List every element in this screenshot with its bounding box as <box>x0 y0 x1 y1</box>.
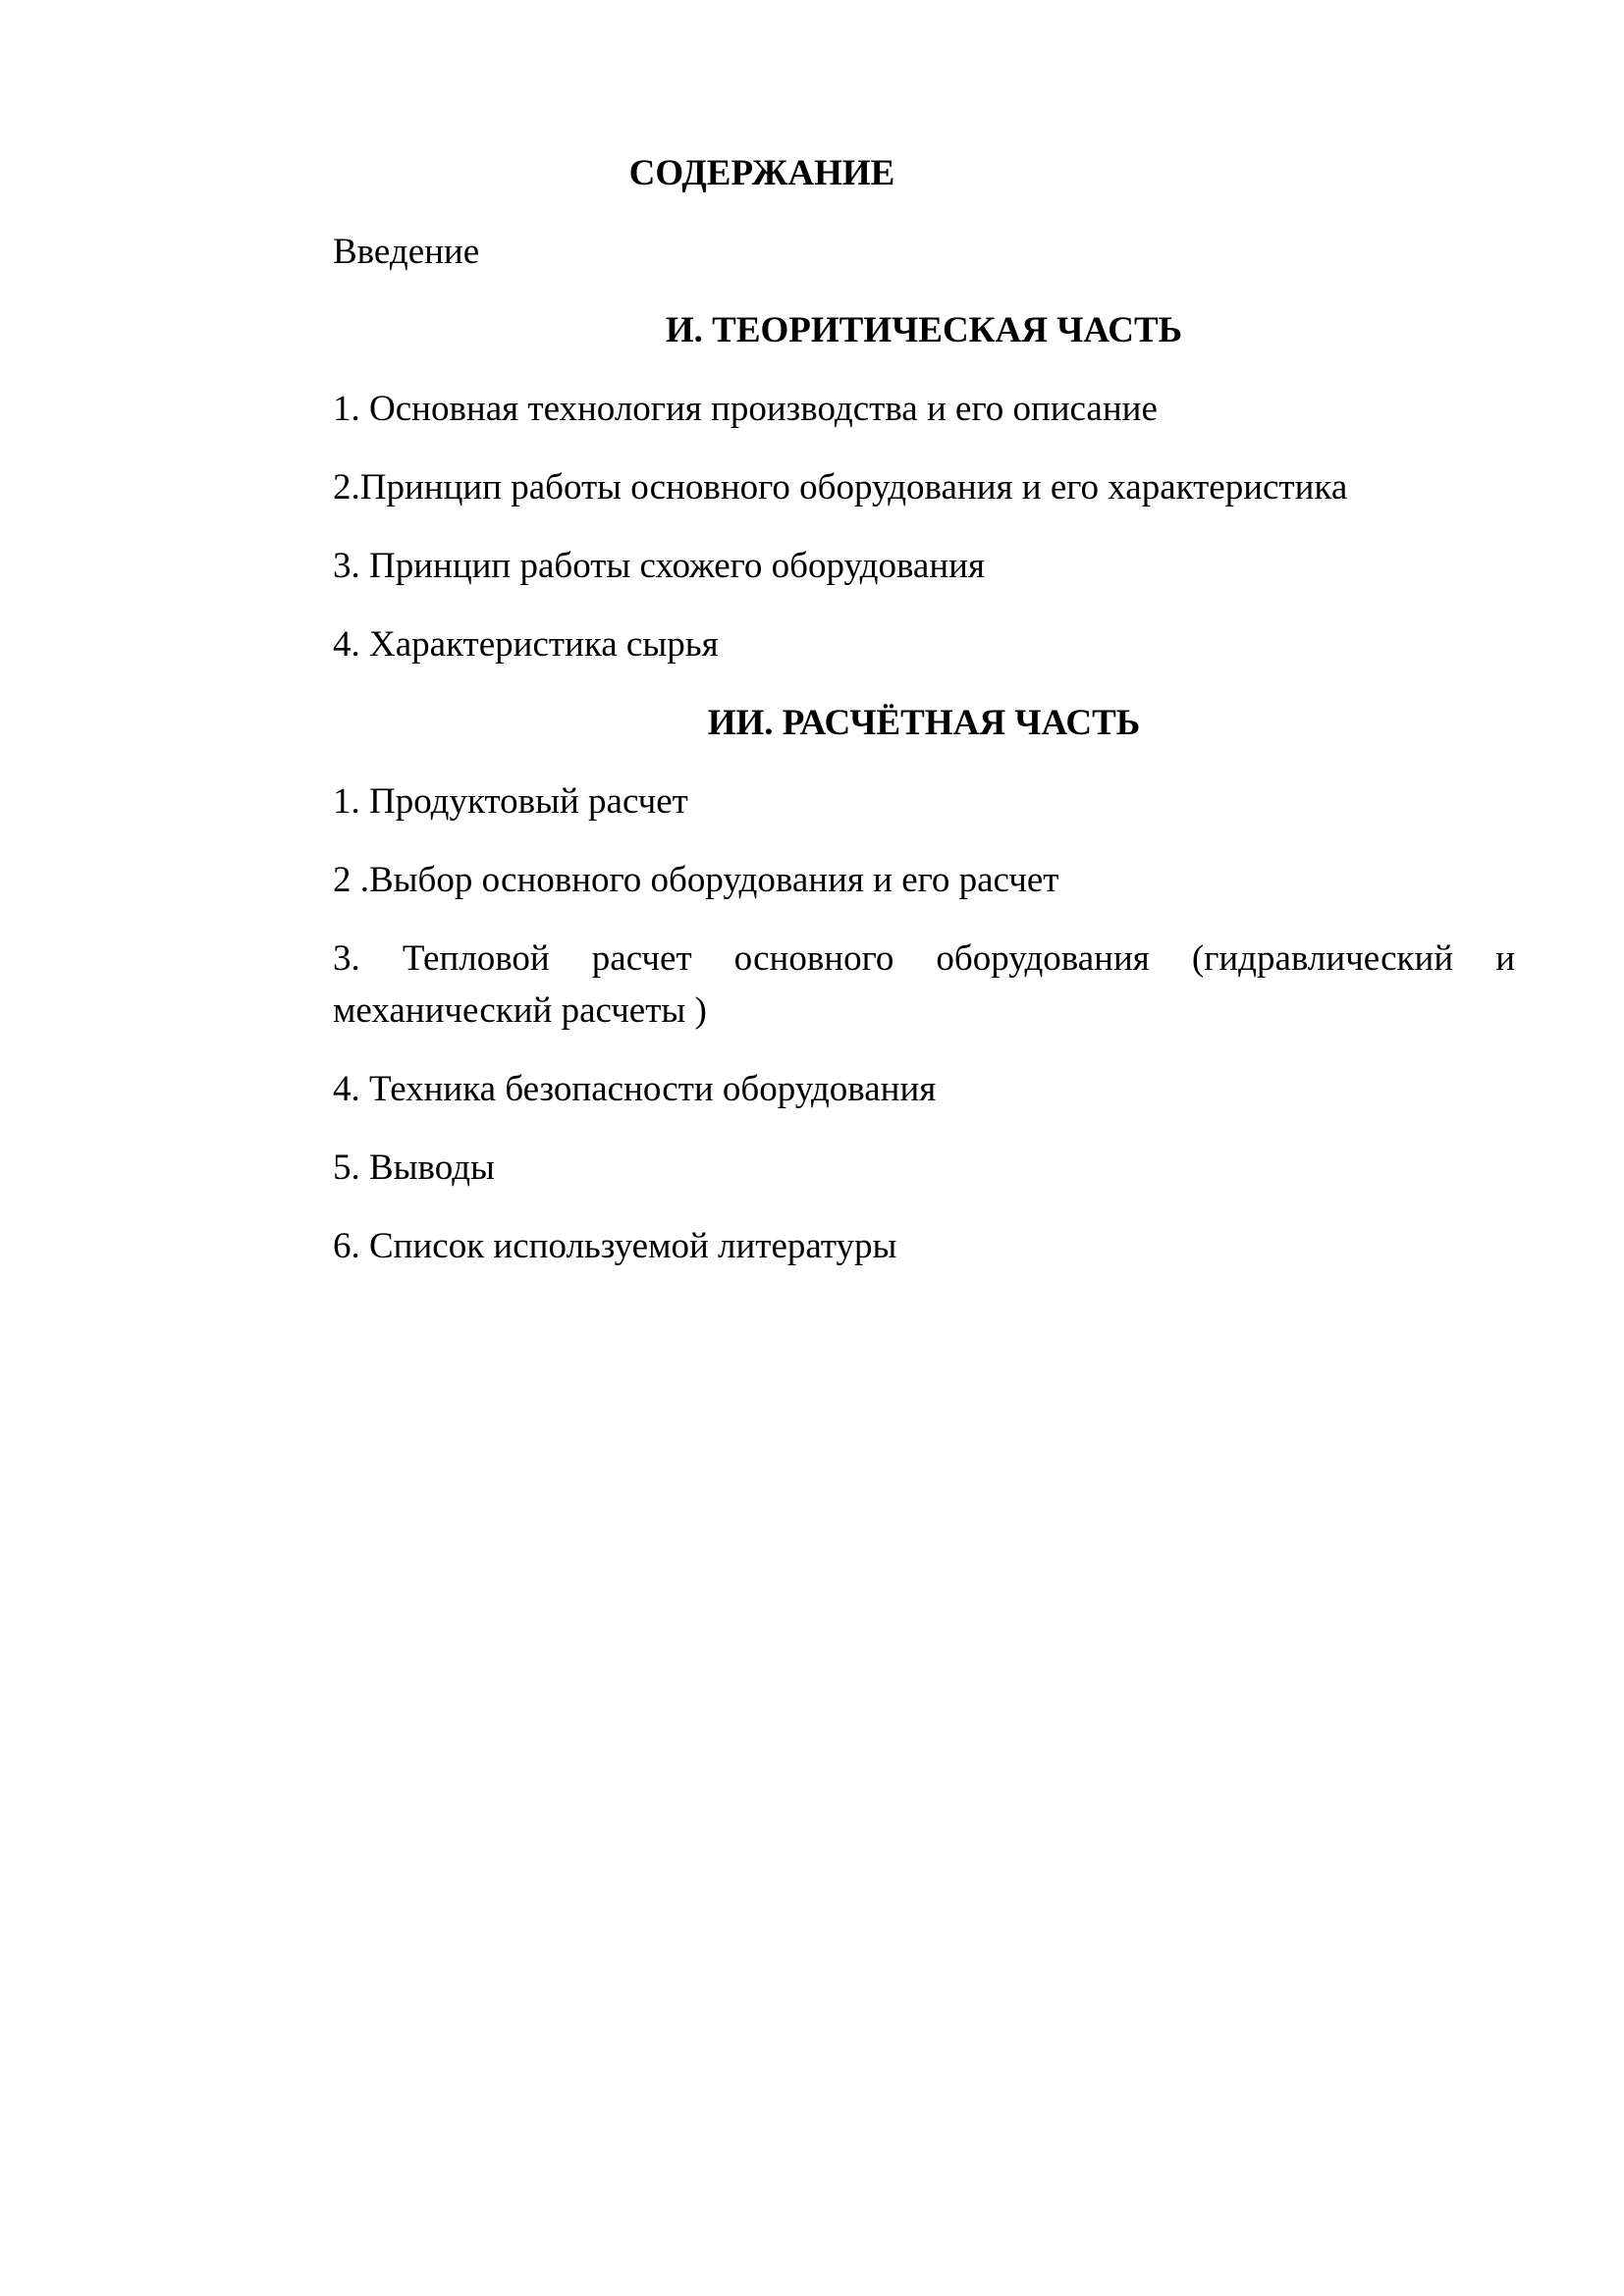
toc-item: 5. Выводы <box>333 1148 495 1188</box>
toc-item-introduction: Введение <box>333 232 480 272</box>
toc-item: 3. Принцип работы схожего оборудования <box>333 546 985 586</box>
table-of-contents <box>333 147 1515 1272</box>
toc-item: 1. Основная технология производства и его описание <box>333 389 1158 429</box>
toc-item-multiline <box>333 933 1515 1037</box>
section-heading-theoretical: И. ТЕОРИТИЧЕСКАЯ ЧАСТЬ <box>665 310 1183 350</box>
toc-item: 1. Продуктовый расчет <box>333 781 688 822</box>
toc-title: СОДЕРЖАНИЕ <box>628 153 895 193</box>
toc-item: 6. Список используемой литературы <box>333 1226 897 1266</box>
toc-item: 2 .Выбор основного оборудования и его расчет <box>333 860 1059 900</box>
section-heading-calculation: ИИ. РАСЧЁТНАЯ ЧАСТЬ <box>707 703 1141 743</box>
toc-item-line: механический расчеты ) <box>333 990 707 1031</box>
toc-item: 4. Техника безопасности оборудования <box>333 1069 937 1109</box>
toc-item: 4. Характеристика сырья <box>333 624 719 665</box>
toc-item-line: 3. Тепловой расчет основного оборудования (гидравлический и <box>333 938 1515 979</box>
toc-item: 2.Принцип работы основного оборудования и его характеристика <box>333 467 1348 507</box>
